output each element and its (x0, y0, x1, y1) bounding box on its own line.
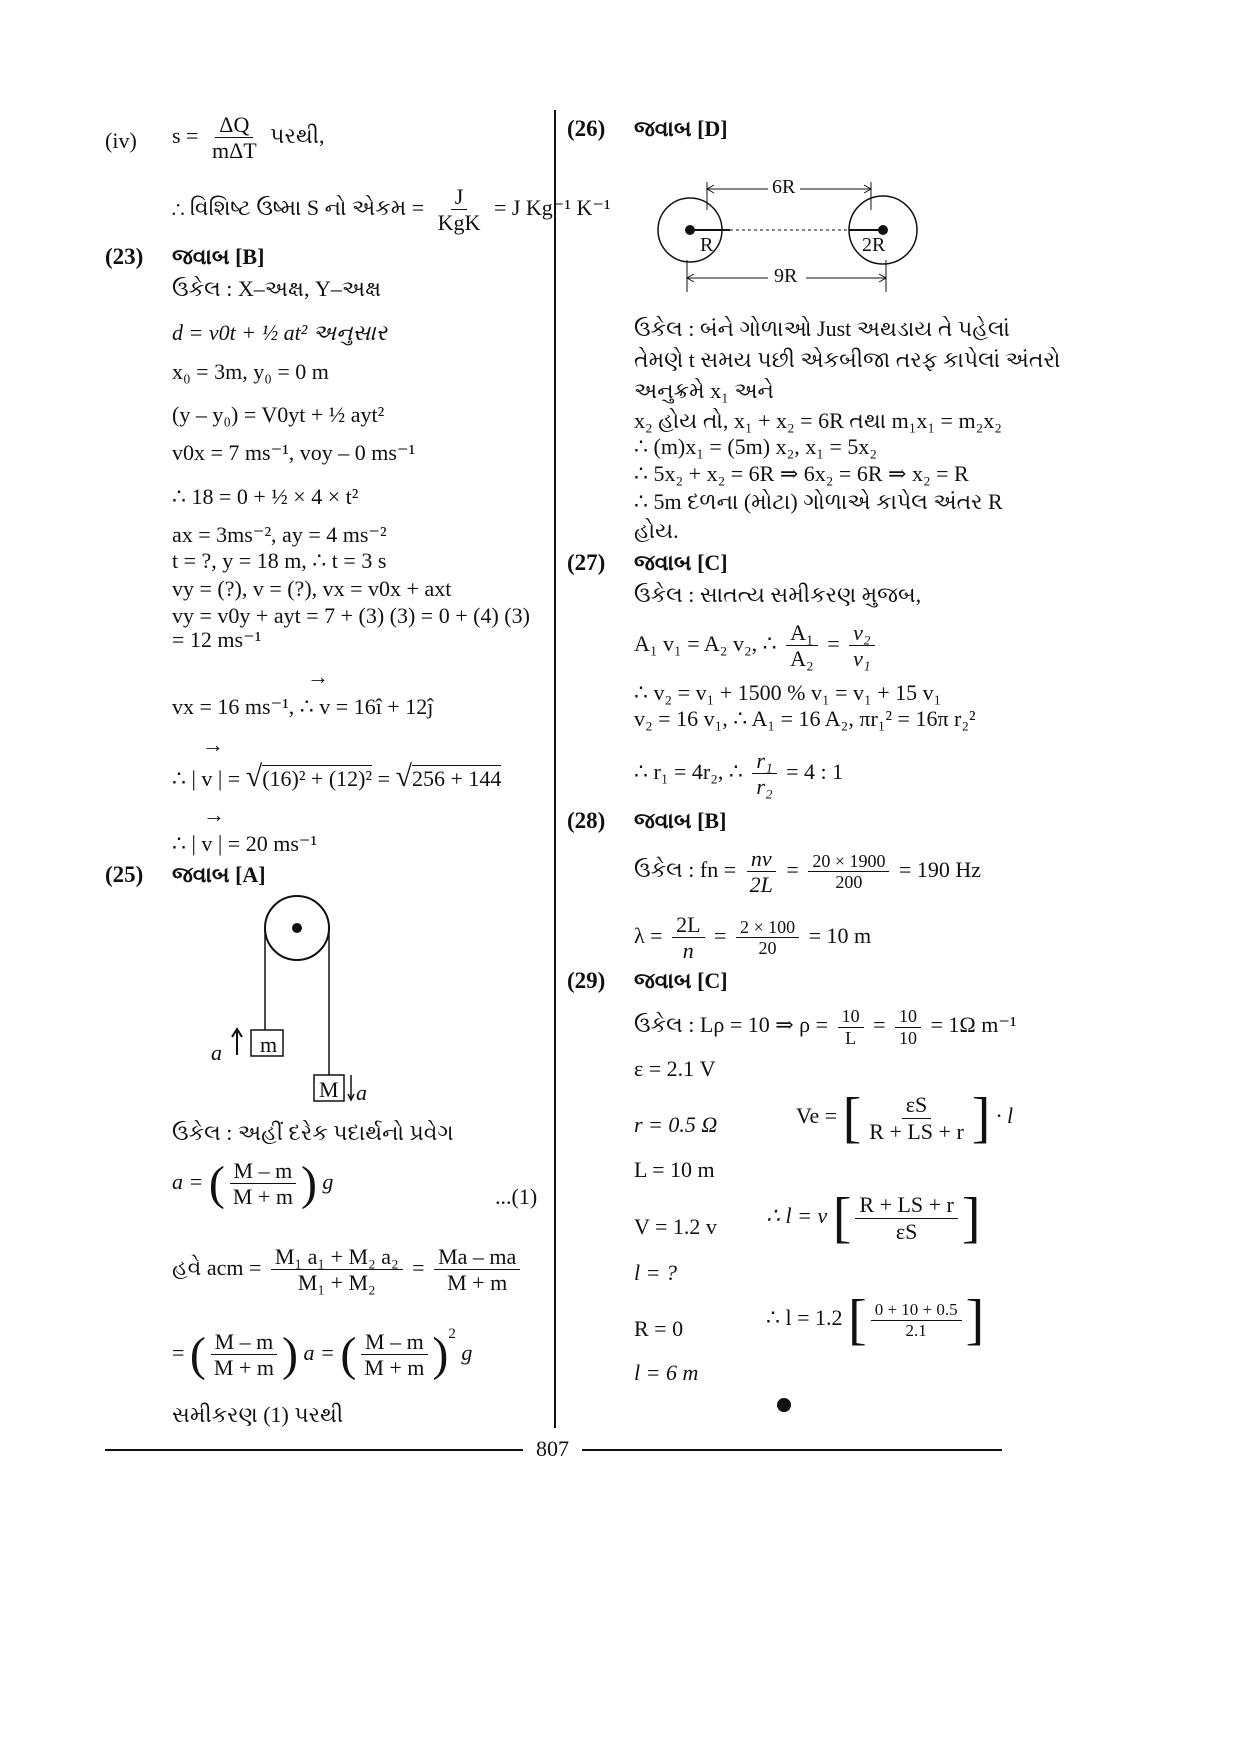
q28-line-2: λ = $\frac{2L}{n}$ = $\frac{2 \times 100}{20}$ = 10 m (634, 912, 872, 964)
q29-emf: ε = 2.1 V (634, 1056, 716, 1081)
q26-para-6: ∴ 5x₂ + x₂ = 6R ⇒ 6x₂ = 6R ⇒ x₂ = R (634, 461, 969, 486)
pulley-accel-up-label: a (211, 1040, 222, 1065)
q25-number: (25) (105, 862, 144, 887)
q26-number: (26) (567, 116, 606, 141)
q29-line-1: ઉકેલ : Lρ = 10 ⇒ ρ = $\frac{10}{L}$ = $\frac{10}{10}$ = 1Ω m⁻¹ (634, 1006, 1017, 1048)
q23-vector-arrow-2: → (202, 732, 224, 757)
q25-heading: જવાબ [A] (172, 862, 266, 887)
q29-length: L = 10 m (634, 1157, 715, 1182)
q23-heading: જવાબ [B] (172, 244, 265, 269)
q29-voltage: V = 1.2 v (634, 1214, 717, 1239)
q26-para-2: તેમણે t સમય પછી એકબીજા તરફ કાપેલાં અંતરો (634, 347, 1061, 372)
q23-line-6: ax = 3ms⁻², ay = 4 ms⁻² (172, 522, 387, 547)
q29-heading: જવાબ [C] (634, 968, 728, 993)
q25-from-eq: સમીકરણ (1) પરથી (172, 1402, 344, 1427)
q27-number: (27) (567, 550, 606, 575)
column-divider (554, 110, 556, 1428)
fig-label-9R: 9R (774, 265, 798, 287)
footer-rule-right (582, 1449, 1002, 1451)
q23-line-12: ∴ | v | = √(16)² + (12)² = √256 + 144 (172, 760, 502, 793)
q26-heading: જવાબ [D] (634, 116, 728, 141)
q25-eq-3: = ( $\frac{M - m}{M + m}$ ) a = ( $\frac{M - m}{M + m}$ )$^2$ g (172, 1326, 473, 1381)
q29-l-eq: ∴ l = v [ $\frac{R + LS + r}{\varepsilon S}$ ] (766, 1187, 981, 1249)
end-bullet (777, 1398, 791, 1412)
q23-line-13: ∴ | v | = 20 ms⁻¹ (172, 831, 318, 856)
q27-line-3: v₂ = 16 v₁, ∴ A₁ = 16 A₂, πr₁² = 16π r₂² (634, 706, 976, 731)
q25-eq-1: a = ( $\frac{M - m}{M + m}$ ) g (172, 1156, 334, 1210)
item-iv-equation: s = $\frac{\Delta Q}{\text{mΔT}}$ પરથી, (172, 112, 325, 164)
pulley-mass-m-label: m (260, 1032, 278, 1057)
q23-number: (23) (105, 244, 144, 269)
q25-eq-2: હવે acm = $\frac{\text{M₁ a₁ + M₂ a₂}}{\text{M₁ + M₂}}$ = $\frac{Ma - ma}{M + m}$ (172, 1244, 524, 1296)
q27-line-1: A₁ v₁ = A₂ v₂, ∴ $\frac{\text{A₁}}{\text{A₂}}$ = $\frac{\text{v₂}}{\text{v₁}}$ (634, 620, 879, 672)
q26-para-4: x₂ હોય તો, x₁ + x₂ = 6R તથા m₁x₁ = m₂x₂ (634, 408, 1002, 433)
q23-vector-arrow-1: → (307, 664, 329, 689)
q27-line-4: ∴ r₁ = 4r₂, ∴ $\frac{\text{r₁}}{\text{r₂}}$ = 4 : 1 (634, 748, 844, 800)
q23-line-8: vy = (?), v = (?), vx = v0x + axt (172, 576, 452, 601)
q25-solution-intro: ઉકેલ : અહીં દરેક પદાર્થનો પ્રવેગ (172, 1120, 454, 1145)
q23-vector-arrow-3: → (203, 802, 225, 827)
q29-ve-eq: Ve = [ $\frac{\varepsilon S}{R + LS + r}$ ] · l (796, 1087, 1014, 1149)
q26-para-1: ઉકેલ : બંને ગોળાઓ Just અથડાય તે પહેલાં (634, 316, 1010, 341)
page-number: 807 (536, 1436, 569, 1461)
q26-para-5: ∴ (m)x₁ = (5m) x₂, x₁ = 5x₂ (634, 434, 878, 459)
q23-line-1: d = v0t + ½ at² અનુસાર (172, 320, 387, 345)
q23-solution-intro: ઉકેલ : X–અક્ષ, Y–અક્ષ (172, 276, 382, 301)
q29-internal-resistance: r = 0.5 Ω (634, 1112, 718, 1137)
q23-line-4: v0x = 7 ms⁻¹, voy – 0 ms⁻¹ (172, 440, 416, 465)
q23-line-5: ∴ 18 = 0 + ½ × 4 × t² (172, 484, 359, 509)
q25-eq-ref: ...(1) (495, 1184, 538, 1209)
q23-line-11: vx = 16 ms⁻¹, ∴ v = 16î + 12ĵ (172, 694, 434, 719)
q26-para-7: ∴ 5m દળના (મોટા) ગોળાએ કાપેલ અંતર R (634, 489, 1003, 514)
q29-l-value-eq: ∴ l = 1.2 [ $\frac{0 + 10 + 0.5}{2.1}$ ] (766, 1289, 985, 1351)
q27-line-2: ∴ v₂ = v₁ + 1500 % v₁ = v₁ + 15 v₁ (634, 680, 942, 705)
item-iv-unit: ∴ વિશિષ્ટ ઉષ્મા S નો એકમ = $\frac{J}{\text{KgK}}$ = J Kg⁻¹ K⁻¹ (172, 184, 611, 236)
pulley-mass-M-label: M (319, 1077, 339, 1102)
q28-heading: જવાબ [B] (634, 808, 727, 833)
q28-number: (28) (567, 808, 606, 833)
q27-solution-intro: ઉકેલ : સાતત્ય સમીકરણ મુજબ, (634, 582, 922, 607)
q23-line-7: t = ?, y = 18 m, ∴ t = 3 s (172, 548, 387, 573)
q29-number: (29) (567, 968, 606, 993)
q28-line-1: ઉકેલ : fn = $\frac{nv}{2L}$ = $\frac{20 \times 1900}{200}$ = 190 Hz (634, 846, 982, 898)
q29-l-unknown: l = ? (634, 1260, 677, 1285)
q23-line-9: vy = v0y + ayt = 7 + (3) (3) = 0 + (4) (3) (172, 603, 530, 628)
q29-R: R = 0 (634, 1316, 684, 1341)
q23-line-2: x₀ = 3m, y₀ = 0 m (172, 359, 329, 384)
q23-line-3: (y – y₀) = V0yt + ½ ayt² (172, 402, 385, 427)
fig-label-R: R (700, 234, 714, 256)
fig-label-2R: 2R (862, 234, 886, 256)
item-iv-label: (iv) (105, 128, 137, 153)
q27-heading: જવાબ [C] (634, 550, 728, 575)
q23-line-10: = 12 ms⁻¹ (172, 627, 262, 652)
fig-label-6R: 6R (772, 176, 796, 198)
q26-para-8: હોય. (634, 518, 679, 543)
pulley-accel-down-label: a (356, 1080, 367, 1105)
footer-rule-left (105, 1449, 523, 1451)
q29-answer: l = 6 m (634, 1360, 699, 1385)
q26-para-3: અનુક્રમે x₁ અને (634, 378, 774, 403)
